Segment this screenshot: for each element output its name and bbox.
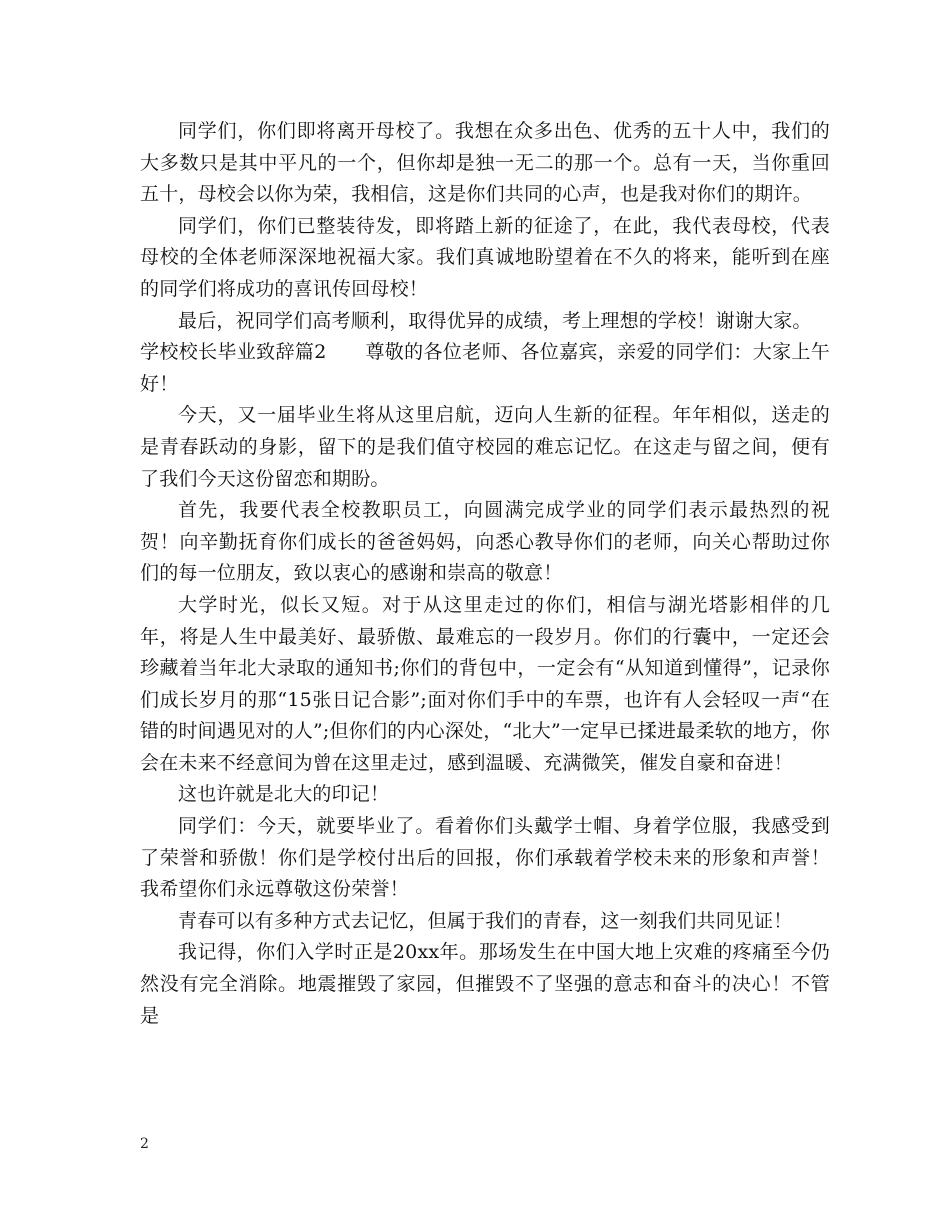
paragraph-speech-2-heading: 学校校长毕业致辞篇2 尊敬的各位老师、各位嘉宾，亲爱的同学们：大家上午好！ [140, 341, 830, 395]
paragraph-enrollment-memory: 我记得，你们入学时正是20xx年。那场发生在中国大地上灾难的疼痛至今仍然没有完全消除。地震摧毁了家园，但摧毁不了坚强的意志和奋斗的决心！不管是 [140, 941, 830, 1027]
paragraph-closing-wish: 最后，祝同学们高考顺利，取得优异的成绩，考上理想的学校！谢谢大家。 [178, 309, 812, 332]
paragraph-congratulations: 首先，我要代表全校教职员工，向圆满完成学业的同学们表示最热烈的祝贺！向辛勤抚育你们成长的爸爸妈妈，向悉心教导你们的老师，向关心帮助过你们的每一位朋友，致以衷心的感谢和崇高的敬意！ [140, 499, 830, 585]
paragraph-graduation-honor: 同学们：今天，就要毕业了。看着你们头戴学士帽、身着学位服，我感受到了荣誉和骄傲！你们是学校付出后的回报，你们承载着学校未来的形象和声誉！我希望你们永远尊敬这份荣誉！ [140, 815, 830, 901]
paragraph-blessing: 同学们，你们已整装待发，即将踏上新的征途了，在此，我代表母校，代表母校的全体老师深深地祝福大家。我们真诚地盼望着在不久的将来，能听到在座的同学们将成功的喜讯传回母校！ [140, 214, 830, 300]
paragraph-youth-memory: 青春可以有多种方式去记忆，但属于我们的青春，这一刻我们共同见证！ [178, 909, 793, 932]
paragraph-university-years: 大学时光，似长又短。对于从这里走过的你们，相信与湖光塔影相伴的几年，将是人生中最美好、最骄傲、最难忘的一段岁月。你们的行囊中，一定还会珍藏着当年北大录取的通知书;你们的背包中，一定会有“从知道到懂得”，记录你们成长岁月的那“15张日记合影”;面对你们手中的车票，也许有人会轻叹一声“在错的时间遇见对的人”;但你们的内心深处，“北大”一定早已揉进最柔软的地方，你会在未来不经意间为曾在这里走过，感到温暖、充满微笑，催发自豪和奋进！ [140, 593, 830, 774]
document-body [140, 116, 830, 1032]
page-number: 2 [140, 1136, 149, 1152]
paragraph-new-journey: 今天，又一届毕业生将从这里启航，迈向人生新的征程。年年相似，送走的是青春跃动的身影，留下的是我们值守校园的难忘记忆。在这走与留之间，便有了我们今天这份留恋和期盼。 [140, 404, 830, 490]
paragraph-farewell: 同学们，你们即将离开母校了。我想在众多出色、优秀的五十人中，我们的大多数只是其中平凡的一个，但你却是独一无二的那一个。总有一天，当你重回五十，母校会以你为荣，我相信，这是你们共同的心声，也是我对你们的期许。 [140, 120, 830, 206]
paragraph-pku-mark: 这也许就是北大的印记！ [178, 783, 390, 806]
